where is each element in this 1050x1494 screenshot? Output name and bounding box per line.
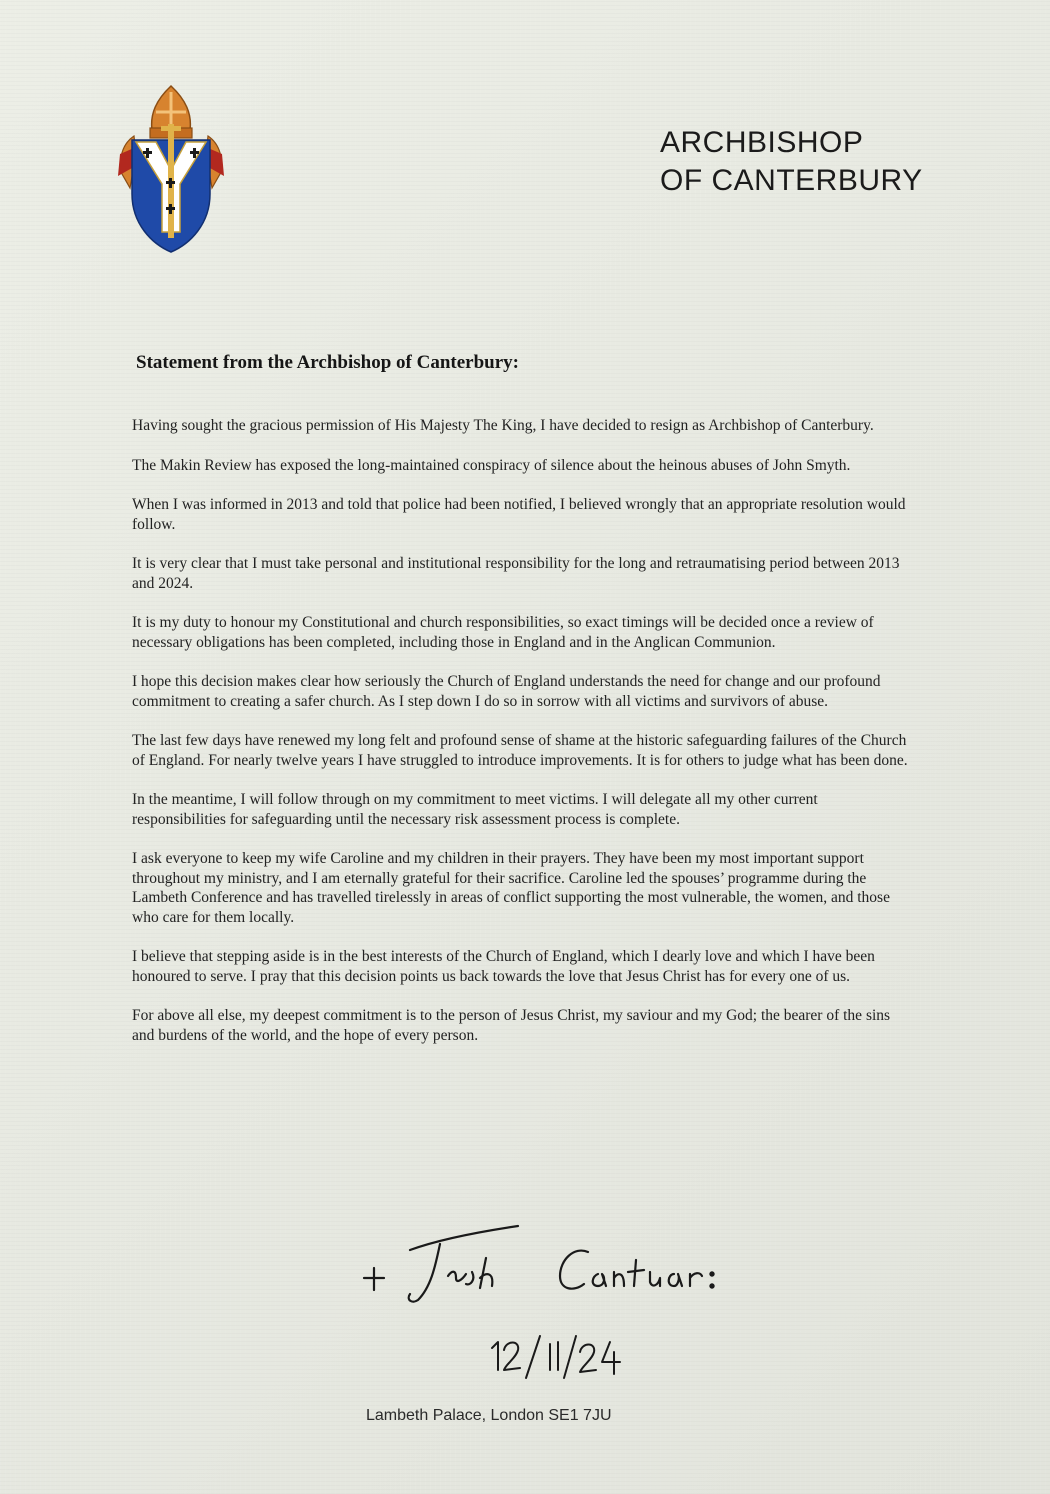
paragraph: It is very clear that I must take personal and institutional responsibility for the long and retraumatising period between 2013 and 2024. <box>132 555 900 592</box>
address: Lambeth Palace, London SE1 7JU <box>366 1407 612 1424</box>
paragraph: Having sought the gracious permission of His Majesty The King, I have decided to resign as Archbishop of Canterbury. <box>132 417 874 434</box>
statement-body <box>132 416 914 1065</box>
paragraph: I hope this decision makes clear how seriously the Church of England understands the need for change and our profound commitment to creating a safer church. As I step down I do so in sorrow with all victims and survivors of abuse. <box>132 673 881 710</box>
letterhead-title <box>660 124 923 200</box>
paragraph: The Makin Review has exposed the long-maintained conspiracy of silence about the heinous abuses of John Smyth. <box>132 456 851 474</box>
paragraph: I believe that stepping aside is in the best interests of the Church of England, which I dearly love and which I have been honoured to serve. I pray that this decision points us back towards the love that Jesus Christ has for every one of us. <box>132 948 875 985</box>
paragraph: I ask everyone to keep my wife Caroline and my children in their prayers. They have been my most important support throughout my ministry, and I am eternally grateful for their sacrifice. Caroline led the spouses’ programme during the Lambeth Conference and has travelled tirelessly in areas of conflict supporting the most vulnerable, the women, and those who care for them locally. <box>132 850 890 926</box>
archiepiscopal-arms-icon <box>112 84 230 256</box>
handwritten-date <box>484 1330 634 1382</box>
paragraph: When I was informed in 2013 and told that police had been notified, I believed wrongly that an appropriate resolution would follow. <box>132 496 906 533</box>
signature <box>352 1216 732 1306</box>
paragraph: It is my duty to honour my Constitutional and church responsibilities, so exact timings will be decided once a review of necessary obligations has been completed, including those in England and in the Anglican Communion. <box>132 614 874 651</box>
paragraph: In the meantime, I will follow through on my commitment to meet victims. I will delegate all my other current responsibilities for safeguarding until the necessary risk assessment process is complete. <box>132 791 818 828</box>
letterhead-title-line1: ARCHBISHOP <box>660 126 864 159</box>
statement-title: Statement from the Archbishop of Canterbury: <box>136 352 519 373</box>
paragraph: For above all else, my deepest commitment is to the person of Jesus Christ, my saviour and my God; the bearer of the sins and burdens of the world, and the hope of every person. <box>132 1007 891 1044</box>
letterhead-title-line2: OF CANTERBURY <box>660 164 923 197</box>
paragraph: The last few days have renewed my long felt and profound sense of shame at the historic safeguarding failures of the Church of England. For nearly twelve years I have struggled to introduce improvements. It is for others to judge what has been done. <box>132 732 908 769</box>
